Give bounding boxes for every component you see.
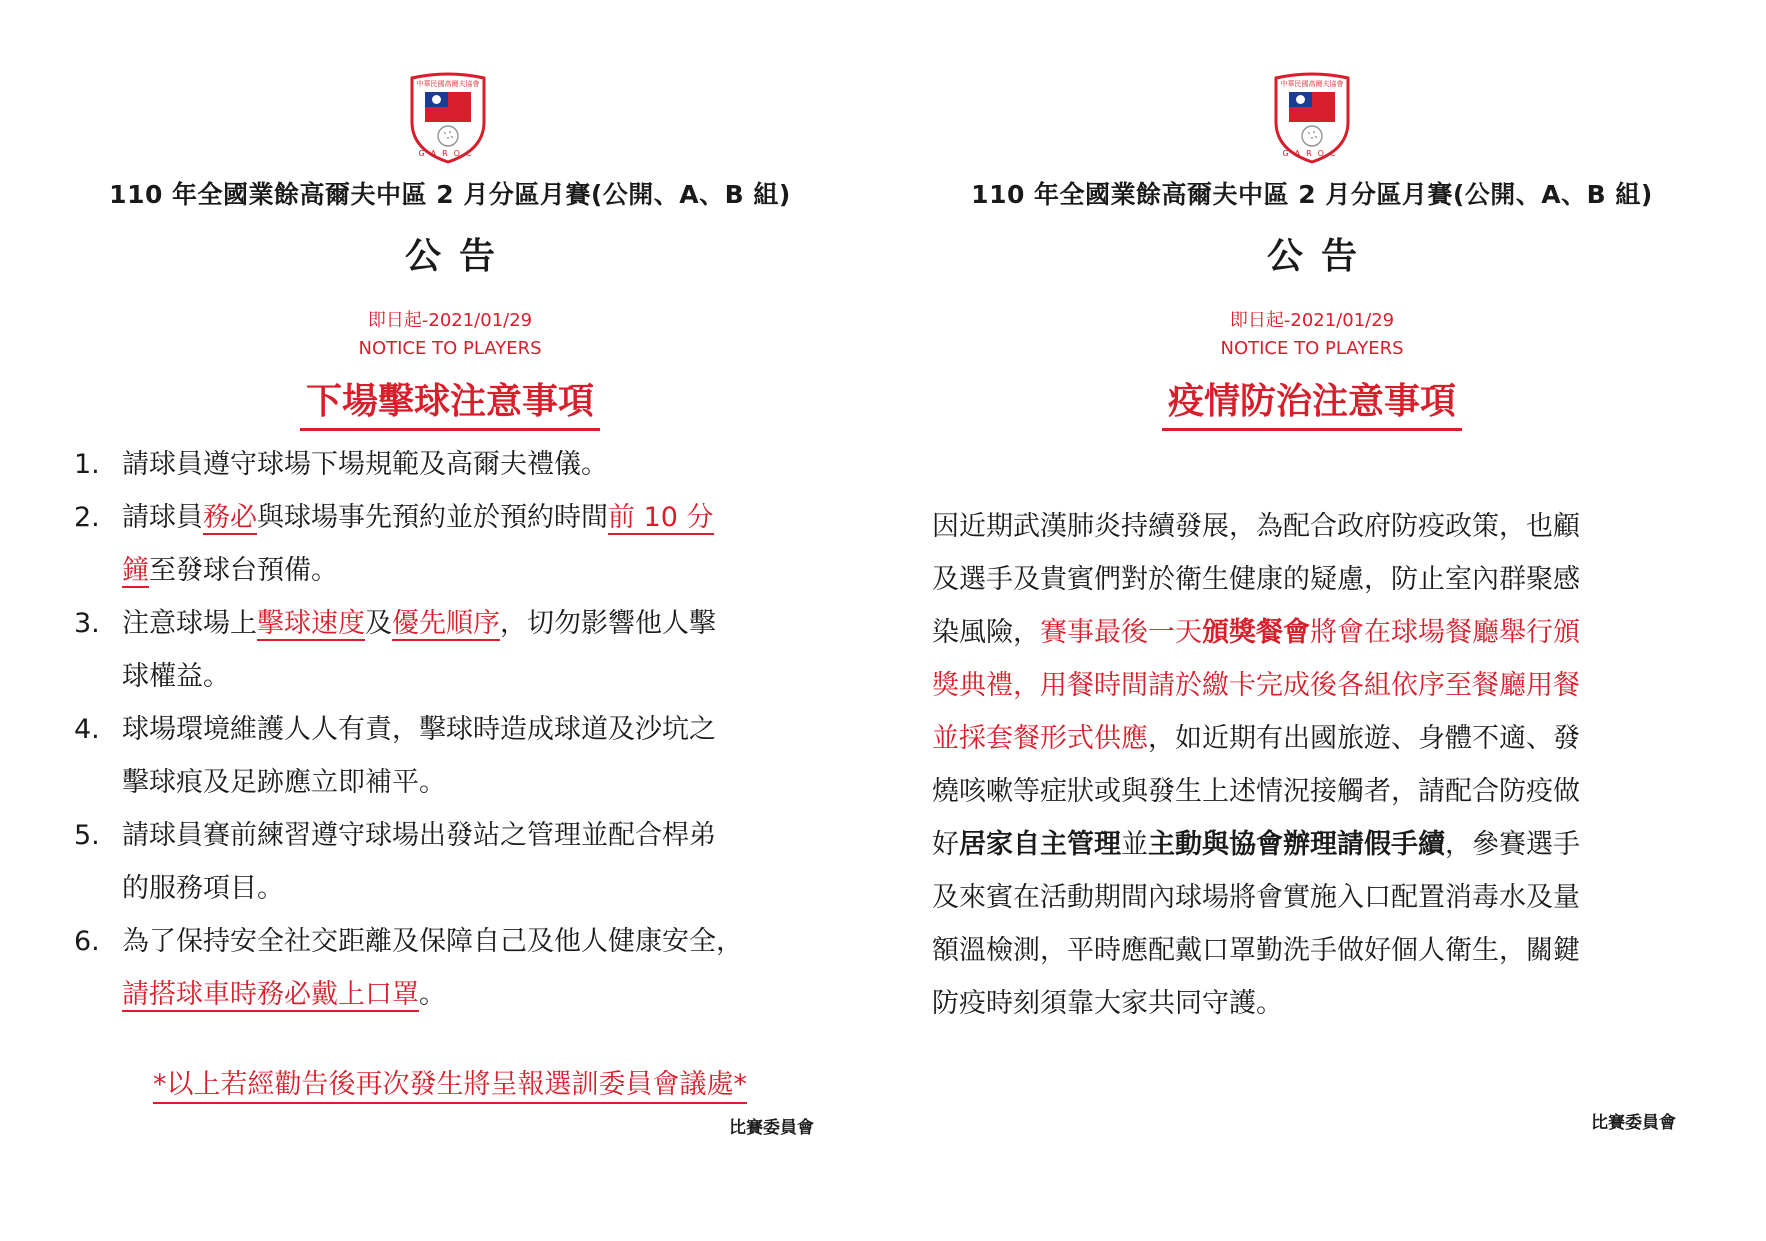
rule-text [122,544,834,597]
committee-signature: 比賽委員會 [1591,1113,1676,1133]
paragraph-line [932,818,1692,871]
rule-highlight: 優先順序 [392,608,500,639]
section-heading-text: 疫情防治注意事項 [1162,378,1462,431]
rule-text: 的服務項目。 [122,873,284,904]
association-logo-icon [407,72,489,164]
rule-item-6 [74,915,834,1021]
rule-item-1 [74,438,834,491]
rule-number: 3. [74,608,100,639]
rule-segment: ，切勿影響他人擊 [500,608,716,639]
paragraph-segment: ，如近期有出國旅遊、身體不適、發 [1148,723,1580,754]
rule-segment: 注意球場上 [122,608,257,639]
rule-highlight: 務必 [203,502,257,533]
paragraph-line: 燒咳嗽等症狀或與發生上述情況接觸者，請配合防疫做 [932,776,1580,807]
rule-segment: 請球員 [122,502,203,533]
paragraph-highlight: 獎典禮， [932,670,1040,701]
association-logo-icon [1271,72,1353,164]
section-heading-text: 下場擊球注意事項 [300,378,600,431]
paragraph-line [932,712,1692,765]
rule-item-3 [74,597,834,703]
rule-number: 2. [74,502,100,533]
epidemic-prevention-paragraph [932,500,1692,1030]
rule-segment: 及 [365,608,392,639]
rule-text: 請球員遵守球場下場規範及高爾夫禮儀。 [122,449,608,480]
warning-text: *以上若經勸告後再次發生將呈報選訓委員會議處* [153,1069,747,1104]
notice-to-players: NOTICE TO PLAYERS [1220,338,1404,359]
logo-letters: GAROC [1282,149,1342,158]
paragraph-highlight: 將會在球場餐廳舉行頒 [1310,617,1580,648]
right-notice-panel [932,0,1692,1241]
paragraph-segment: 並 [1121,829,1148,860]
logo-letters: GAROC [418,149,478,158]
warning-notice [70,1062,830,1101]
rule-text [122,597,834,650]
paragraph-highlight: 頒獎餐會 [1202,617,1310,648]
paragraph-line: 及來賓在活動期間內球場將會實施入口配置消毒水及量 [932,882,1580,913]
rule-text: 球場環境維護人人有責，擊球時造成球道及沙坑之 [122,714,716,745]
notice-title: 公告 [404,236,513,277]
section-heading [70,378,830,431]
paragraph-highlight: 賽事最後一天 [1040,617,1202,648]
rule-number: 5. [74,820,100,851]
rule-highlight: 請搭球車時務必戴上口罩 [122,979,419,1010]
rules-list [74,438,834,1021]
notice-title: 公告 [1266,236,1375,277]
logo-lettering: 中華民國高爾夫協會 [416,80,480,88]
rule-text [122,491,834,544]
rule-number: 6. [74,926,100,957]
paragraph-line: 額溫檢測，平時應配戴口罩勤洗手做好個人衛生，關鍵 [932,935,1580,966]
paragraph-segment: 好 [932,829,959,860]
rule-text [122,968,834,1021]
paragraph-line: 因近期武漢肺炎持續發展，為配合政府防疫政策，也顧 [932,511,1580,542]
rule-number: 1. [74,449,100,480]
paragraph-bold: 主動與協會辦理請假手續 [1148,829,1445,860]
rule-text: 擊球痕及足跡應立即補平。 [122,767,446,798]
rule-item-5 [74,809,834,915]
rule-segment: 與球場事先預約並於預約時間 [257,502,608,533]
rule-highlight: 鐘 [122,555,149,586]
paragraph-line [932,659,1692,712]
rule-highlight: 擊球速度 [257,608,365,639]
event-title: 110 年全國業餘高爾夫中區 2 月分區月賽(公開、A、B 組) [109,180,791,209]
rule-item-2 [74,491,834,597]
rule-item-4 [74,703,834,809]
section-heading [932,378,1692,431]
rule-text: 請球員賽前練習遵守球場出發站之管理並配合桿弟 [122,820,716,851]
paragraph-highlight: 用餐時間請於繳卡完成後各組依序至餐廳用餐 [1040,670,1580,701]
paragraph-line [932,606,1692,659]
event-title: 110 年全國業餘高爾夫中區 2 月分區月賽(公開、A、B 組) [971,180,1653,209]
paragraph-highlight: 並採套餐形式供應 [932,723,1148,754]
paragraph-segment: 染風險， [932,617,1040,648]
committee-signature: 比賽委員會 [729,1118,814,1138]
rule-segment: 。 [419,979,446,1010]
paragraph-bold: 居家自主管理 [959,829,1121,860]
rule-text: 球權益。 [122,661,230,692]
paragraph-line: 及選手及貴賓們對於衛生健康的疑慮，防止室內群聚感 [932,564,1580,595]
notice-to-players: NOTICE TO PLAYERS [358,338,542,359]
effective-date: 即日起-2021/01/29 [367,310,533,331]
logo-lettering: 中華民國高爾夫協會 [1280,80,1344,88]
paragraph-line: 防疫時刻須靠大家共同守護。 [932,988,1283,1019]
left-notice-panel [70,0,830,1241]
rule-segment: 至發球台預備。 [149,555,338,586]
rule-highlight: 前 10 分 [608,502,714,533]
rule-number: 4. [74,714,100,745]
paragraph-segment: ，參賽選手 [1445,829,1580,860]
rule-text: 為了保持安全社交距離及保障自己及他人健康安全， [122,926,743,957]
effective-date: 即日起-2021/01/29 [1229,310,1395,331]
